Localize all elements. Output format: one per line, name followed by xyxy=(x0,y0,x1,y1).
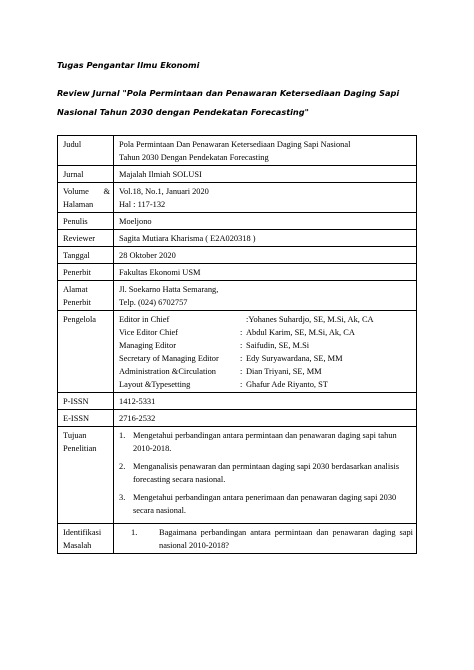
value-judul xyxy=(114,136,417,166)
review-info-table xyxy=(57,135,417,554)
list-item-text: Bagaimana perbandingan antara permintaan dan penawaran daging sapi nasional 2010-2018? xyxy=(159,528,413,550)
value-identifikasi xyxy=(114,524,417,554)
label-alamat-b: Penerbit xyxy=(63,298,91,307)
volume-line-1: Vol.18, No.1, Januari 2020 xyxy=(119,187,209,196)
pengelola-row xyxy=(119,326,413,339)
pengelola-sep: : xyxy=(240,354,243,363)
list-item xyxy=(119,429,413,455)
value-reviewer: Sagita Mutiara Kharisma ( E2A020318 ) xyxy=(114,230,417,247)
label-identifikasi-b: Masalah xyxy=(63,541,92,550)
row-eissn xyxy=(58,410,417,427)
pengelola-role: Vice Editor Chief xyxy=(119,328,179,337)
pengelola-name: Abdul Karim, SE, M.Si, Ak, CA xyxy=(246,328,355,337)
label-volume-a: Volume xyxy=(63,187,89,196)
judul-line-2: Tahun 2030 Dengan Pendekatan Forecasting xyxy=(119,153,269,162)
list-item-number: 1. xyxy=(131,528,138,537)
label-tujuan-b: Penelitian xyxy=(63,444,97,453)
label-judul: Judul xyxy=(58,136,114,166)
row-alamat xyxy=(58,281,417,311)
judul-line-1: Pola Permintaan Dan Penawaran Ketersediaan Daging Sapi Nasional xyxy=(119,140,351,149)
row-penulis xyxy=(58,213,417,230)
pengelola-sep: : xyxy=(240,328,243,337)
label-tujuan xyxy=(58,427,114,524)
label-tujuan-a: Tujuan xyxy=(63,431,87,440)
alamat-line-1: Jl. Soekarno Hatta Semarang, xyxy=(119,285,219,294)
value-volume xyxy=(114,183,417,213)
list-item-number: 1. xyxy=(119,431,126,440)
label-identifikasi-a: Identifikasi xyxy=(63,528,102,537)
label-pissn: P-ISSN xyxy=(58,393,114,410)
list-item-number: 2. xyxy=(119,462,126,471)
label-volume-amp: & xyxy=(103,187,110,196)
value-pissn: 1412-5331 xyxy=(114,393,417,410)
pengelola-sep: : xyxy=(240,380,243,389)
row-tujuan xyxy=(58,427,417,524)
pengelola-name: :Yohanes Suhardjo, SE, M.Si, Ak, CA xyxy=(246,315,374,324)
label-eissn: E-ISSN xyxy=(58,410,114,427)
value-jurnal: Majalah Ilmiah SOLUSI xyxy=(114,166,417,183)
list-item xyxy=(119,460,413,486)
list-item-text: Mengetahui perbandingan antara permintaan dan penawaran daging sapi tahun 2010-2018. xyxy=(133,431,397,453)
pengelola-row xyxy=(119,378,413,391)
pengelola-role: Layout &Typesetting xyxy=(119,380,191,389)
pengelola-name: Ghafur Ade Riyanto, ST xyxy=(246,380,328,389)
label-alamat-a: Alamat xyxy=(63,285,88,294)
pengelola-name: Saifudin, SE, M.Si xyxy=(246,341,310,350)
list-item-text: Menganalisis penawaran dan permintaan daging sapi 2030 berdasarkan analisis forecasting secara nasional. xyxy=(133,462,400,484)
pengelola-sep: : xyxy=(240,341,243,350)
label-jurnal: Jurnal xyxy=(58,166,114,183)
label-identifikasi xyxy=(58,524,114,554)
volume-line-2: Hal : 117-132 xyxy=(119,200,166,209)
review-heading-line-2: Nasional Tahun 2030 dengan Pendekatan Forecasting" xyxy=(57,107,309,117)
label-volume-b: Halaman xyxy=(63,200,94,209)
pengelola-role: Editor in Chief xyxy=(119,315,170,324)
row-penerbit xyxy=(58,264,417,281)
label-alamat xyxy=(58,281,114,311)
label-volume xyxy=(58,183,114,213)
value-alamat xyxy=(114,281,417,311)
pengelola-role: Managing Editor xyxy=(119,341,176,350)
pengelola-row xyxy=(119,313,413,326)
row-pissn xyxy=(58,393,417,410)
row-reviewer xyxy=(58,230,417,247)
tujuan-list xyxy=(119,429,413,517)
row-identifikasi xyxy=(58,524,417,554)
value-pengelola xyxy=(114,311,417,393)
list-item xyxy=(119,491,413,517)
pengelola-row xyxy=(119,352,413,365)
list-item-number: 3. xyxy=(119,493,126,502)
pengelola-role: Administration &Circulation xyxy=(119,367,216,376)
pengelola-name: Dian Triyani, SE, MM xyxy=(246,367,322,376)
review-heading-line-1: Review Jurnal "Pola Permintaan dan Penawaran Ketersediaan Daging Sapi xyxy=(57,88,400,98)
alamat-line-2: Telp. (024) 6702757 xyxy=(119,298,188,307)
label-penulis: Penulis xyxy=(58,213,114,230)
value-eissn: 2716-2532 xyxy=(114,410,417,427)
value-tujuan xyxy=(114,427,417,524)
value-tanggal: 28 Oktober 2020 xyxy=(114,247,417,264)
value-penerbit: Fakultas Ekonomi USM xyxy=(114,264,417,281)
pengelola-sep: : xyxy=(240,367,243,376)
assignment-title: Tugas Pengantar Ilmu Ekonomi xyxy=(57,60,200,70)
label-reviewer: Reviewer xyxy=(58,230,114,247)
row-pengelola xyxy=(58,311,417,393)
row-judul xyxy=(58,136,417,166)
label-penerbit: Penerbit xyxy=(58,264,114,281)
pengelola-role: Secretary of Managing Editor xyxy=(119,354,219,363)
row-volume xyxy=(58,183,417,213)
list-item-text: Mengetahui perbandingan antara penerimaan dan penawaran daging sapi 2030 secara nasional. xyxy=(133,493,397,515)
value-penulis: Moeljono xyxy=(114,213,417,230)
pengelola-row xyxy=(119,339,413,352)
list-item xyxy=(119,526,413,552)
row-jurnal xyxy=(58,166,417,183)
pengelola-row xyxy=(119,365,413,378)
label-pengelola: Pengelola xyxy=(58,311,114,393)
label-tanggal: Tanggal xyxy=(58,247,114,264)
row-tanggal xyxy=(58,247,417,264)
pengelola-name: Edy Suryawardana, SE, MM xyxy=(246,354,343,363)
